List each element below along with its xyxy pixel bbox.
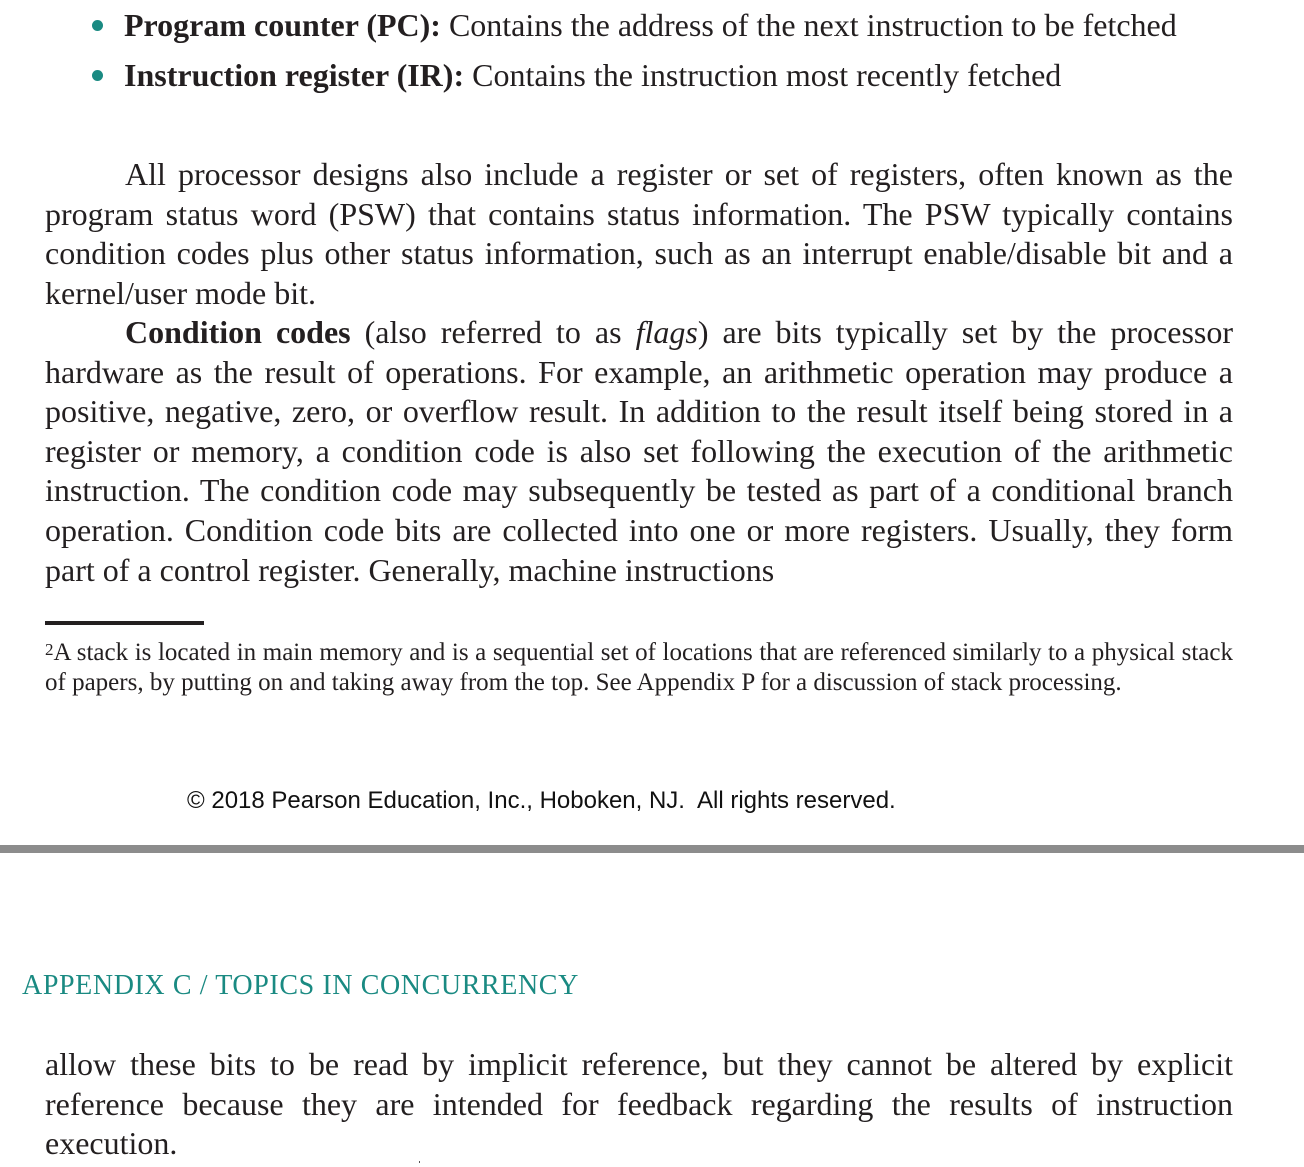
- register-bullet-list: [90, 6, 1234, 106]
- bullet-text: Contains the address of the next instruction to be fetched: [440, 7, 1177, 43]
- footnote-text: A stack is located in main memory and is a sequential set of locations that are referenced similarly to a physical stack of papers, by putting on and taking away from the top. See Appendix P for a discussion of stack processing.: [45, 639, 1233, 696]
- paragraph-text: (also referred to as: [350, 314, 636, 350]
- footnote-marker: 2: [45, 640, 54, 659]
- paragraph-continuation: allow these bits to be read by implicit reference, but they cannot be altered by explicit reference because they are intended for feedback regarding the results of instruction execution.: [45, 1046, 1233, 1162]
- stray-mark: [419, 1161, 420, 1163]
- page-separator: [0, 845, 1304, 853]
- paragraph-text: ) are bits typically set by the processor hardware as the result of operations. For example, an arithmetic operation may produce a positive, negative, zero, or overflow result. In addition to the result itself being stored in a register or memory, a condition code is also set following the execution of the arithmetic instruction. The condition code may subsequently be tested as part of a conditional branch operation. Condition code bits are collected into one or more registers. Usually, they form part of a control register. Generally, machine instructions: [45, 314, 1233, 588]
- bullet-term: Instruction register (IR):: [124, 57, 465, 93]
- term-flags: flags: [635, 314, 698, 350]
- paragraph-condition-codes: [45, 313, 1233, 590]
- bullet-item-instruction-register: [90, 56, 1234, 95]
- term-condition-codes: Condition codes: [125, 314, 351, 350]
- page-bottom: [0, 853, 1304, 1167]
- running-head: APPENDIX C / TOPICS IN CONCURRENCY: [22, 970, 579, 1001]
- copyright-notice: © 2018 Pearson Education, Inc., Hoboken, NJ. All rights reserved.: [187, 787, 896, 814]
- footnote-divider: [45, 621, 204, 625]
- bullet-dot-icon: [92, 70, 103, 81]
- bullet-term: Program counter (PC):: [124, 7, 441, 43]
- footnote: [45, 638, 1233, 698]
- bullet-text: Contains the instruction most recently fetched: [464, 57, 1062, 93]
- paragraph-psw: All processor designs also include a register or set of registers, often known as the program status word (PSW) that contains status information. The PSW typically contains condition codes plus other status information, such as an interrupt enable/disable bit and a kernel/user mode bit.: [45, 156, 1233, 311]
- bullet-item-program-counter: [90, 6, 1234, 45]
- bullet-dot-icon: [92, 20, 103, 31]
